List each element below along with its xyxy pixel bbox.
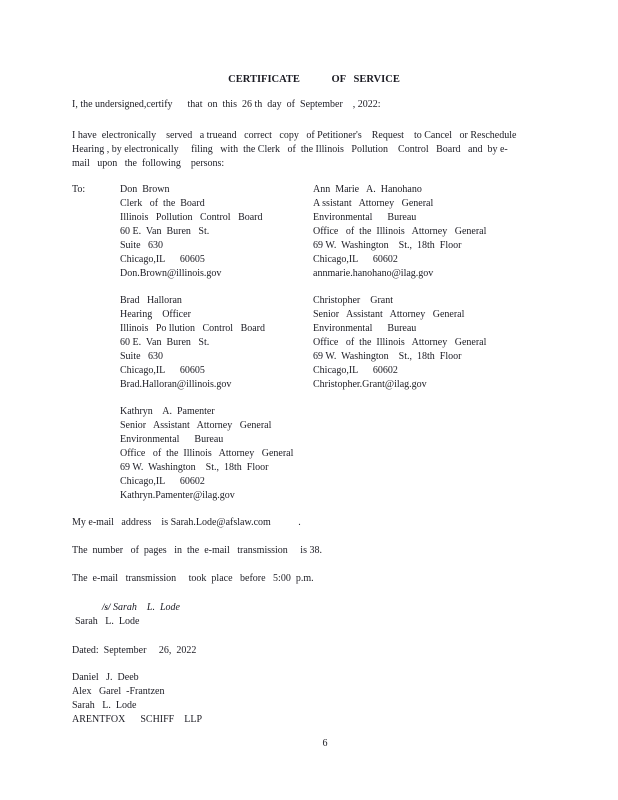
recipient-block-don-brown [120,183,313,281]
text-line: 69 W. Washington St., 18th Floor [313,351,462,362]
text-line: Illinois Po llution Control Board [120,323,266,334]
signature-name: Sarah L. Lode [110,602,180,613]
text-line: Illinois Pollution Control Board [120,212,263,223]
text-line: Suite 630 [120,240,164,251]
text-line: Senior Assistant Attorney General [120,420,272,431]
text-line: mail upon the following persons: [72,158,225,169]
text-line: Chicago,IL 60602 [313,254,398,265]
transmission-time-line: The e-mail transmission took place before 5:00 p.m. [72,573,314,584]
text-line: Suite 630 [120,351,164,362]
text-line: Don.Brown@illinois.gov [120,268,222,279]
page-number: 6 [322,738,328,749]
text-line: 69 W. Washington St., 18th Floor [313,240,462,251]
text-line: Hearing Officer [120,309,191,320]
text-line: Clerk of the Board [120,198,205,209]
electronic-signature-line [72,600,582,615]
text-line: annmarie.hanohano@ilag.gov [313,268,434,279]
text-line: Environmental Bureau [120,434,224,445]
text-line: Office of the Illinois Attorney General [120,448,294,459]
text-line: Brad.Halloran@illinois.gov [120,379,232,390]
recipient-block-kathryn-pamenter [120,405,313,503]
recipient-row-2 [72,294,582,392]
text-line: Christopher Grant [313,295,393,306]
recipient-block-brad-halloran [120,294,313,392]
text-line: ARENTFOX SCHIFF LLP [72,714,203,725]
recipient-block-christopher-grant [313,294,582,392]
text-line: A ssistant Attorney General [313,198,434,209]
text-line: 60 E. Van Buren St. [120,337,210,348]
printed-name: Sarah L. Lode [75,616,140,627]
text-line: Office of the Illinois Attorney General [313,337,487,348]
attorney-list [72,671,582,727]
recipient-block-ann-marie-hanohano [313,183,582,281]
recipients-section [72,183,582,503]
text-line: 60 E. Van Buren St. [120,226,210,237]
text-line: Environmental Bureau [313,212,417,223]
text-line: Sarah L. Lode [72,700,137,711]
text-line: Kathryn.Pamenter@ilag.gov [120,490,235,501]
recipient-row-3 [72,405,582,503]
to-label-spacer [72,294,120,392]
s-slash-mark: /s/ [102,602,111,612]
text-line: Hearing , by electronically filing with the Clerk of the Illinois Pollution Control Board and by e- [72,144,508,155]
text-line: Kathryn A. Pamenter [120,406,215,417]
text-line: Alex Garel -Frantzen [72,686,165,697]
document-title: CERTIFICATE OF SERVICE [228,74,400,85]
text-line: Environmental Bureau [313,323,417,334]
to-label: To: [72,184,86,195]
service-statement-paragraph [72,129,582,171]
text-line: Daniel J. Deeb [72,672,139,683]
recipient-block-empty [313,405,582,503]
email-address-line: My e-mail address is Sarah.Lode@afslaw.com . [72,517,301,528]
text-line: Senior Assistant Attorney General [313,309,465,320]
certification-intro-paragraph: I, the undersigned,certify that on this 26 th day of September , 2022: [72,99,381,110]
text-line: Don Brown [120,184,170,195]
recipient-row-1 [72,183,582,281]
text-line: Ann Marie A. Hanohano [313,184,422,195]
signature-block [72,600,582,629]
text-line: Chicago,IL 60602 [313,365,398,376]
text-line: 69 W. Washington St., 18th Floor [120,462,269,473]
text-line: Chicago,IL 60602 [120,476,205,487]
text-line: Office of the Illinois Attorney General [313,226,487,237]
text-line: Chicago,IL 60605 [120,254,205,265]
text-line: Christopher.Grant@ilag.gov [313,379,427,390]
page-count-line: The number of pages in the e-mail transmission is 38. [72,545,322,556]
text-line: I have electronically served a trueand correct copy of Petitioner's Request to Cancel or Reschedule [72,130,517,141]
to-label-spacer [72,405,120,503]
text-line: Chicago,IL 60605 [120,365,205,376]
dated-line: Dated: September 26, 2022 [72,645,197,656]
text-line: Brad Halloran [120,295,182,306]
